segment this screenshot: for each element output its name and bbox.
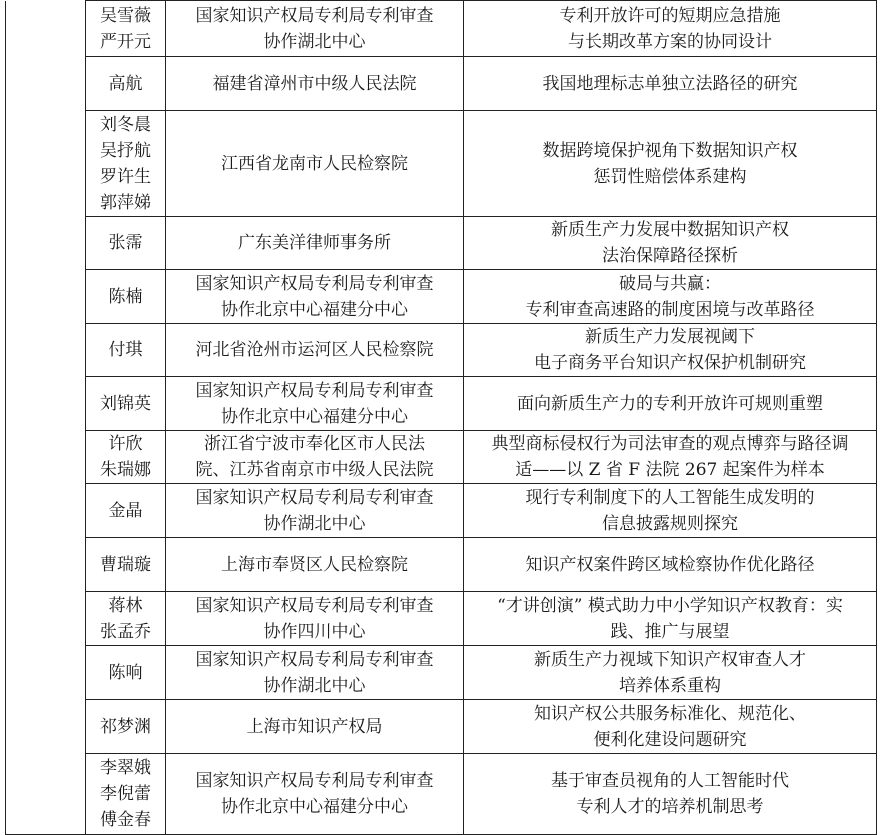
organization-cell [166,431,464,484]
organization-line: 国家知识产权局专利局专利审查 [195,595,434,616]
author-cell [86,484,166,538]
author-name: 陈楠 [108,286,143,307]
author-cell [86,377,166,431]
award-table-body [6,1,877,835]
paper-title-cell [464,646,877,700]
organization-line: 河北省沧州市运河区人民检察院 [195,340,434,360]
table-row [6,377,877,431]
author-cell [86,324,166,377]
table-row [6,1,877,57]
author-name: 金晶 [108,500,143,521]
organization-line: 国家知识产权局专利局专利审查 [195,273,434,294]
author-cell [86,754,166,835]
paper-title-line: 法治保障路径探析 [602,246,738,266]
author-cell [86,270,166,324]
paper-title-cell [464,700,877,754]
author-name: 严开元 [100,31,151,52]
paper-title-line: 信息披露规则探究 [602,513,738,534]
author-name: 刘锦英 [100,393,151,414]
author-cell [86,538,166,592]
paper-title-line: 新质生产力发展中数据知识产权 [551,220,789,240]
organization-cell [166,217,464,270]
paper-title-line: 新质生产力视域下知识产权审查人才 [534,649,806,670]
paper-title-cell [464,1,877,57]
organization-line: 协作北京中心福建分中心 [221,406,408,427]
author-name: 吴雪薇 [100,5,151,26]
organization-line: 协作四川中心 [263,621,366,642]
table-row [6,700,877,754]
paper-title-line: 践、推广与展望 [610,621,730,642]
paper-title-line: 面向新质生产力的专利开放许可规则重塑 [517,393,823,414]
organization-cell [166,754,464,835]
organization-line: 浙江省宁波市奉化区市人民法 [204,434,425,454]
organization-line: 国家知识产权局专利局专利审查 [195,5,434,26]
paper-title-line: 专利开放许可的短期应急措施 [559,5,781,26]
author-name: 李翠娥 [100,758,151,778]
table-row [6,431,877,484]
author-cell [86,1,166,57]
table-row [6,324,877,377]
paper-title-line: 培养体系重构 [619,675,721,696]
paper-title-cell [464,431,877,484]
paper-title-cell [464,111,877,217]
author-name: 朱瑞娜 [100,460,151,480]
author-cell [86,217,166,270]
organization-line: 国家知识产权局专利局专利审查 [195,487,434,508]
paper-title-cell [464,538,877,592]
author-name: 祁梦渊 [100,716,151,737]
paper-title-line: 专利人才的培养机制思考 [576,797,764,817]
organization-line: 江西省龙南市人民检察院 [221,153,408,174]
award-table [5,0,877,835]
paper-title-cell [464,324,877,377]
paper-title-cell [464,217,877,270]
paper-title-cell [464,592,877,646]
author-name: 吴抒航 [100,140,151,161]
paper-title-line: 与长期改革方案的协同设计 [568,31,772,52]
table-row [6,270,877,324]
table-row [6,538,877,592]
organization-cell [166,700,464,754]
paper-title-line: 典型商标侵权行为司法审查的观点博弈与路径调 [491,434,849,454]
paper-title-line: 基于审查员视角的人工智能时代 [551,771,789,791]
organization-cell [166,57,464,111]
paper-title-cell [464,57,877,111]
author-name: 张孟乔 [100,621,151,642]
organization-line: 国家知识产权局专利局专利审查 [195,771,434,791]
author-cell [86,57,166,111]
paper-title-line: 数据跨境保护视角下数据知识产权 [542,140,798,161]
table-row [6,592,877,646]
organization-line: 协作北京中心福建分中心 [221,797,408,817]
organization-line: 上海市知识产权局 [246,716,383,737]
author-name: 傅金春 [100,810,151,830]
paper-title-line: 惩罚性赔偿体系建构 [593,166,747,187]
paper-title-line: 我国地理标志单独立法路径的研究 [542,73,798,94]
paper-title-line: 电子商务平台知识产权保护机制研究 [534,353,806,373]
author-name: 刘冬晨 [100,114,151,135]
paper-title-cell [464,754,877,835]
organization-line: 院、江苏省南京市中级人民法院 [195,460,434,480]
author-name: 李倪蕾 [100,784,151,804]
table-row [6,484,877,538]
paper-title-line: 现行专利制度下的人工智能生成发明的 [525,487,815,508]
paper-title-line: 新质生产力发展视阈下 [585,327,755,347]
author-cell [86,646,166,700]
organization-cell [166,270,464,324]
paper-title-line: 破局与共赢： [619,273,721,294]
organization-line: 广东美洋律师事务所 [238,233,391,253]
paper-title-cell [464,484,877,538]
organization-cell [166,538,464,592]
organization-cell [166,484,464,538]
paper-title-line: 适——以 Z 省 F 法院 267 起案件为样本 [515,460,825,480]
author-name: 蒋林 [108,595,143,616]
organization-cell [166,111,464,217]
author-name: 曹瑞璇 [100,554,151,575]
organization-line: 国家知识产权局专利局专利审查 [195,649,434,670]
organization-line: 协作北京中心福建分中心 [221,299,408,320]
organization-cell [166,324,464,377]
table-row [6,646,877,700]
organization-cell [166,1,464,57]
author-name: 陈响 [108,662,143,683]
paper-title-line: “才讲创演” 模式助力中小学知识产权教育：实 [497,595,843,616]
organization-cell [166,592,464,646]
author-cell [86,592,166,646]
organization-line: 国家知识产权局专利局专利审查 [195,380,434,401]
author-name: 张霈 [108,233,143,253]
paper-title-line: 知识产权公共服务标准化、规范化、 [534,703,806,724]
table-row [6,111,877,217]
author-name: 罗许生 [100,166,151,187]
organization-line: 福建省漳州市中级人民法院 [212,73,417,94]
paper-title-line: 便利化建设问题研究 [593,729,747,750]
paper-title-cell [464,270,877,324]
author-name: 高航 [108,73,143,94]
organization-line: 协作湖北中心 [263,513,366,534]
paper-title-line: 专利审查高速路的制度困境与改革路径 [525,299,815,320]
paper-title-line: 知识产权案件跨区域检察协作优化路径 [525,554,815,575]
organization-cell [166,646,464,700]
author-cell [86,700,166,754]
author-name: 许欣 [108,434,143,454]
organization-line: 上海市奉贤区人民检察院 [221,554,408,575]
table-row [6,57,877,111]
author-name: 付琪 [108,340,143,360]
organization-line: 协作湖北中心 [263,675,366,696]
author-name: 郭萍娣 [100,192,151,213]
organization-line: 协作湖北中心 [263,31,366,52]
author-cell [86,431,166,484]
paper-title-cell [464,377,877,431]
merged-category-cell [6,1,86,835]
organization-cell [166,377,464,431]
author-cell [86,111,166,217]
table-row [6,217,877,270]
table-row [6,754,877,835]
